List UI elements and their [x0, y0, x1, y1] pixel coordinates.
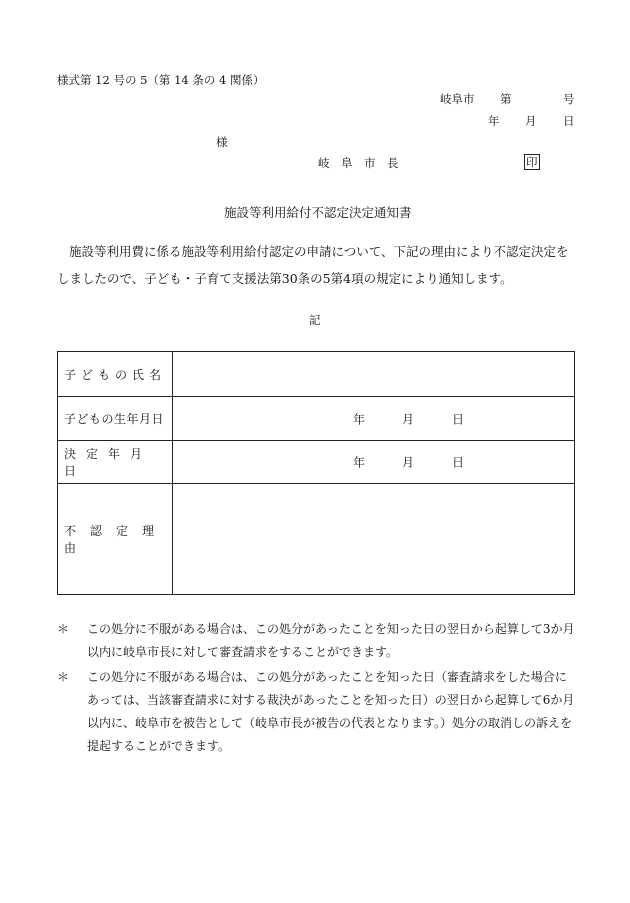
value-child-name	[173, 352, 575, 397]
number-suffix: 号	[563, 92, 575, 106]
birth-month-unit: 月	[402, 412, 415, 426]
table-row-reason	[58, 484, 575, 595]
decision-year-unit: 年	[353, 455, 366, 470]
value-birthdate	[173, 397, 575, 441]
number-prefix: 第	[500, 92, 512, 106]
decision-month-unit: 月	[402, 455, 415, 470]
notes-section	[57, 618, 577, 758]
table-row-child-name	[58, 352, 575, 397]
office-name: 岐阜市	[440, 92, 475, 106]
asterisk-icon: ＊	[57, 622, 70, 636]
note-item	[57, 618, 577, 664]
info-table	[57, 351, 575, 595]
value-decision-date	[173, 441, 575, 484]
issuer-name: 岐 阜 市 長	[318, 156, 399, 170]
asterisk-icon: ＊	[57, 670, 70, 684]
value-reason	[173, 484, 575, 595]
note-text: この処分に不服がある場合は、この処分があったことを知った日（審査請求をした場合にあっては、当該審査請求に対する裁決があったことを知った日）の翌日から起算して6か月以内に、岐阜市を被告として（岐阜市長が被告の代表となります。）処分の取消しの訴えを提起することができます。	[87, 670, 575, 753]
birth-year-unit: 年	[353, 412, 366, 426]
note-text: この処分に不服がある場合は、この処分があったことを知った日の翌日から起算して3か月以内に岐阜市長に対して審査請求をすることができます。	[87, 622, 575, 659]
ki-label: 記	[309, 313, 321, 327]
body-paragraph: 施設等利用費に係る施設等利用給付認定の申請について、下記の理由により不認定決定をしましたので、子ども・子育て支援法第30条の5第4項の規定により通知します。	[57, 244, 569, 286]
note-item	[57, 666, 577, 758]
document-title: 施設等利用給付不認定決定通知書	[224, 205, 412, 220]
seal-label: 印	[526, 155, 538, 169]
header-year: 年	[488, 114, 500, 128]
label-child-name	[58, 352, 173, 397]
label-decision-date	[58, 441, 173, 484]
seal-mark	[524, 154, 540, 170]
form-number: 様式第 12 号の 5（第 14 条の 4 関係）	[57, 73, 265, 87]
label-text: 決定年月日	[64, 447, 153, 478]
table-row-birthdate	[58, 397, 575, 441]
addressee-honorific: 様	[216, 135, 228, 149]
label-text: 子どもの氏名	[64, 367, 167, 382]
label-birthdate	[58, 397, 173, 441]
label-text: 不認定理由	[64, 524, 169, 555]
decision-day-unit: 日	[452, 455, 465, 470]
label-text: 子どもの生年月日	[64, 412, 165, 426]
birth-day-unit: 日	[452, 412, 465, 426]
header-month: 月	[525, 114, 537, 128]
table-row-decision-date	[58, 441, 575, 484]
header-day: 日	[563, 114, 575, 128]
label-reason	[58, 484, 173, 595]
